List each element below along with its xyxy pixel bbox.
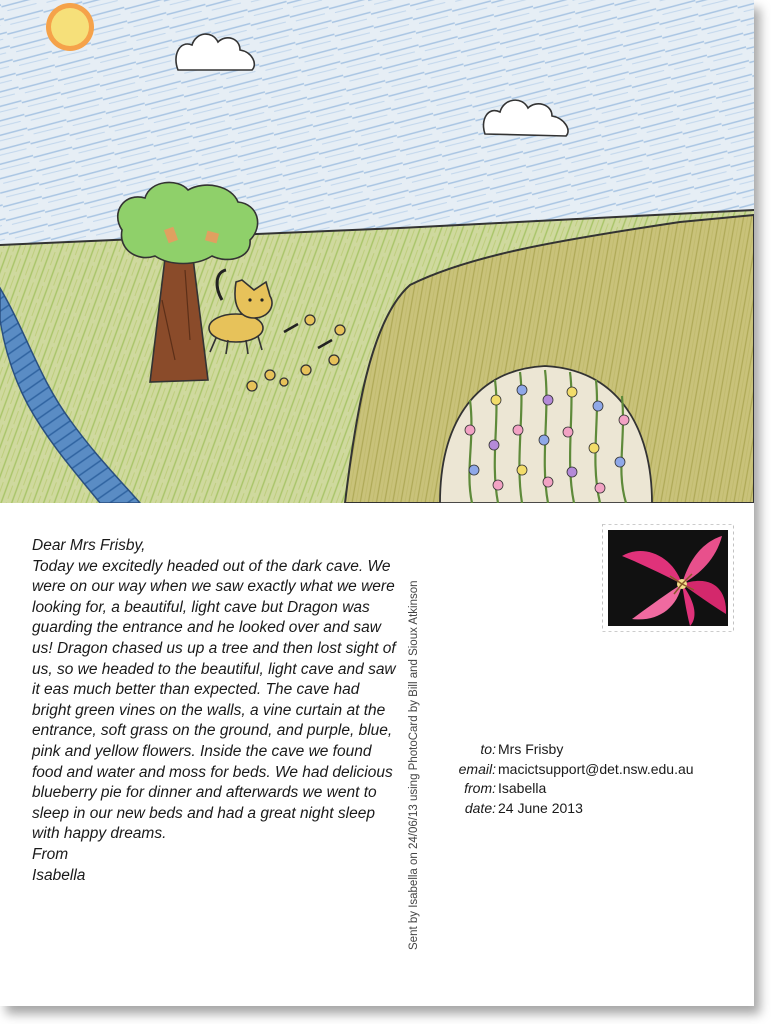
drawing-illustration bbox=[0, 0, 754, 503]
date-value: 24 June 2013 bbox=[498, 799, 583, 816]
sent-by-line: Sent by Isabella on 24/06/13 using PhotoCard by Bill and Sioux Atkinson bbox=[408, 580, 420, 950]
signature: Isabella bbox=[32, 866, 86, 884]
greeting: Dear Mrs Frisby, bbox=[32, 537, 146, 554]
address-block bbox=[440, 740, 694, 818]
from-label: from: bbox=[464, 780, 496, 796]
sky bbox=[0, 0, 754, 245]
address-to bbox=[440, 740, 694, 760]
email-value: macictsupport@det.nsw.edu.au bbox=[498, 760, 694, 777]
address-date bbox=[440, 799, 694, 819]
lily-stamp-icon bbox=[602, 524, 734, 632]
closing: From bbox=[32, 845, 69, 863]
from-value: Isabella bbox=[498, 780, 547, 796]
date-label: date: bbox=[464, 799, 496, 816]
to-value: Mrs Frisby bbox=[498, 741, 564, 757]
message-text bbox=[32, 536, 402, 886]
postage-stamp bbox=[602, 524, 734, 632]
address-email bbox=[440, 760, 694, 780]
to-label: to: bbox=[480, 741, 496, 757]
address-from bbox=[440, 779, 694, 799]
sun-icon bbox=[46, 3, 94, 51]
email-label: email: bbox=[458, 760, 496, 777]
crayon-drawing bbox=[0, 0, 754, 503]
message-body: Today we excitedly headed out of the dark cave. We were on our way when we saw exactly what we were looking for, a beautiful, light cave but Dragon was guarding the entrance and he looked over and saw us! Dragon chased us up a tree and then lost sight of us, so we headed to the beautiful, light cave and saw it eas much better than expected. The cave had bright green vines on the walls, a vine curtain at the entrance, soft grass on the ground, and purple, blue, pink and yellow flowers. Inside the cave we found food and water and moss for beds. We had delicious blueberry pie for dinner and afterwards we went to sleep in our new beds and had a great night sleep with happy dreams. bbox=[32, 557, 396, 843]
